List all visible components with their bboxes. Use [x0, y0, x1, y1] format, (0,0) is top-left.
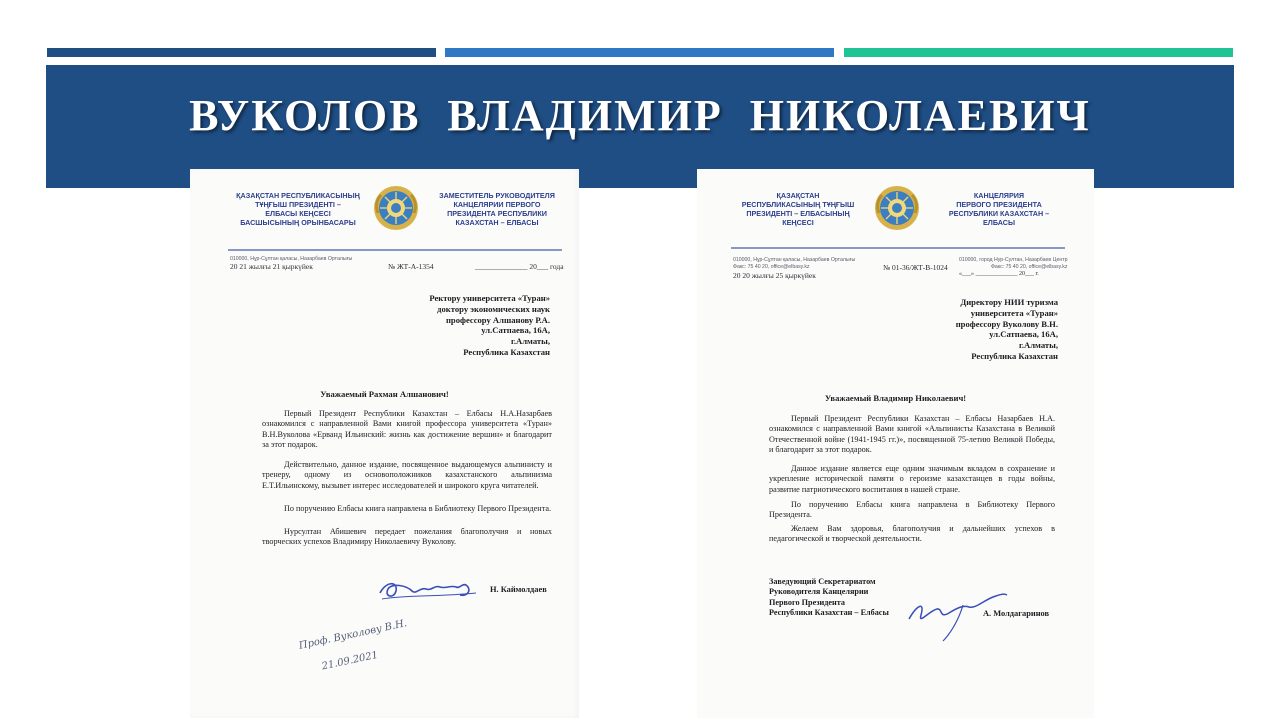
letterhead-right-line: КАНЦЕЛЯРИЯ	[973, 191, 1025, 200]
letterhead-right-line: ПРЕЗИДЕНТА РЕСПУБЛИКИ	[447, 209, 547, 218]
signer-title-line: Заведующий Секретариатом	[769, 577, 876, 586]
addressee-line: г.Алматы,	[1018, 340, 1058, 351]
kazakhstan-emblem-icon	[873, 183, 921, 233]
body-paragraph: По поручению Елбасы книга направлена в Библиотеку Первого Президента.	[769, 500, 1055, 520]
addressee-line: Республика Казахстан	[463, 346, 550, 357]
meta-line: 010000, город Нур-Султан, Назарбаев Центр	[959, 257, 1068, 263]
letterhead-address: 010000, Нұр-Сұлтан қаласы, Назарбаев Орталығы	[230, 256, 353, 262]
letterhead-right-line: РЕСПУБЛИКИ КАЗАХСТАН –	[948, 209, 1050, 218]
meta-line: Факс: 75 40 20, office@elbasy.kz	[733, 263, 810, 270]
body-paragraph: Первый Президент Республики Казахстан – Елбасы Н.А.Назарбаев ознакомился с направленной Вами книгой профессора университета «Туран» В.Н.Вуколова «Ерванд Ильинский: жизнь как достижение вершин» и благодарит за этот подарок.	[262, 409, 552, 449]
addressee-line: ул.Сатпаева, 16А,	[481, 325, 550, 336]
letterhead-right-line: ПЕРВОГО ПРЕЗИДЕНТА	[956, 200, 1042, 209]
letterhead-left-line: ТҰҢҒЫШ ПРЕЗИДЕНТІ –	[255, 200, 341, 209]
handwritten-note-line: Проф. Вуколову В.Н.	[298, 618, 408, 652]
addressee-line: профессору Алшанову Р.А.	[445, 314, 550, 325]
letterhead-left-line: КЕҢСЕСІ	[782, 218, 814, 227]
letterhead-left-line: ПРЕЗИДЕНТІ – ЕЛБАСЫНЫҢ	[746, 209, 850, 218]
addressee-line: профессору Вуколову В.Н.	[955, 318, 1058, 329]
addressee-line: Директору НИИ туризма	[960, 297, 1058, 307]
salutation: Уважаемый Владимир Николаевич!	[824, 393, 967, 403]
salutation: Уважаемый Рахман Алшанович!	[320, 389, 449, 399]
letterhead-right	[929, 191, 1069, 227]
letterhead-left	[218, 191, 378, 227]
letterhead-left-line: ЕЛБАСЫ КЕҢСЕСІ	[265, 209, 331, 218]
letter-scan-1	[190, 169, 579, 718]
letter-scan-2	[697, 169, 1094, 718]
registration-date: ______________ 20___ года	[475, 262, 564, 271]
addressee-line: Республика Казахстан	[971, 350, 1058, 361]
addressee-block	[429, 293, 550, 358]
signer-title-line: Республики Казахстан – Елбасы	[769, 607, 889, 617]
signer-title-line: Первого Президента	[769, 597, 845, 607]
addressee-line: ул.Сатпаева, 16А,	[989, 329, 1058, 340]
signer-title-block	[769, 577, 889, 618]
kazakhstan-emblem-icon	[372, 183, 420, 233]
letterhead-left-line: БАСШЫСЫНЫҢ ОРЫНБАСАРЫ	[240, 218, 356, 227]
letterhead-left-line: ҚАЗАҚСТАН РЕСПУБЛИКАСЫНЫҢ	[236, 191, 360, 200]
meta-line: 010000, Нұр-Сұлтан қаласы, Назарбаев Орталығы	[733, 257, 856, 263]
addressee-line: г.Алматы,	[510, 336, 550, 347]
letterhead-address-left	[733, 257, 855, 270]
letterhead-rule	[228, 249, 562, 251]
accent-stripe-dark	[47, 48, 436, 57]
body-paragraph: Действительно, данное издание, посвященное выдающемуся альпинисту и тренеру, одному из основоположников казахстанского альпинизма Е.Т.Ильинскому, вызывет интерес исследователей и широкого круга читателей.	[262, 460, 552, 490]
accent-stripe-blue	[445, 48, 834, 57]
body-paragraph: Первый Президент Республики Казахстан – Елбасы Назарбаев Н.А. ознакомился с направленной Вами книгой «Альпинисты Казахстана в Великой Отечественной войне (1941-1945 гг.)», посвященной 75-летию Великой Победы, и благодарит за этот подарок.	[769, 414, 1055, 454]
signer-title-line: Руководителя Канцелярии	[769, 587, 869, 597]
signer-name: А. Молдагаринов	[983, 609, 1050, 618]
handwritten-note-line: 21.09.2021	[320, 649, 380, 673]
meta-line: Факс: 75 40 20, office@elbasy.kz	[990, 263, 1068, 270]
accent-stripe-teal	[844, 48, 1233, 57]
registration-date: «___» ______________ 20___ г.	[959, 271, 1039, 277]
letterhead-right	[422, 191, 572, 227]
letterhead-right-line: ЗАМЕСТИТЕЛЬ РУКОВОДИТЕЛЯ	[439, 191, 555, 200]
letterhead-left-line: ҚАЗАҚСТАН	[776, 191, 820, 200]
addressee-line: доктору экономических наук	[437, 303, 550, 314]
letterhead-rule	[731, 247, 1065, 249]
letterhead-address-right	[959, 257, 1067, 270]
letterhead-right-line: КАЗАХСТАН – ЕЛБАСЫ	[455, 218, 539, 227]
handwritten-note	[298, 618, 413, 676]
letter-date: 20 21 жылғы 21 қыркүйек	[230, 262, 313, 271]
registration-number: № ЖТ-А-1354	[388, 262, 434, 271]
registration-number: № 01-36/ЖТ-В-1024	[883, 263, 948, 272]
handwritten-signature	[376, 575, 486, 605]
letterhead-right-line: КАНЦЕЛЯРИИ ПЕРВОГО	[453, 200, 541, 209]
body-paragraph: Данное издание является еще одним значимым вкладом в сохранение и укрепление исторической памяти о героизме казахстанцев в годы войны, развитие патриотического воспитания в нашей стране.	[769, 464, 1055, 494]
slide-title: ВУКОЛОВ ВЛАДИМИР НИКОЛАЕВИЧ	[189, 91, 1091, 140]
body-paragraph: Желаем Вам здоровья, благополучия и дальнейших успехов в педагогической и творческой деятельности.	[769, 524, 1055, 544]
body-paragraph: По поручению Елбасы книга направлена в Библиотеку Первого Президента.	[284, 504, 552, 513]
letterhead-left-line: РЕСПУБЛИКАСЫНЫҢ ТҰҢҒЫШ	[741, 200, 855, 209]
letter-date: 20 20 жылғы 25 қыркүйек	[733, 271, 816, 280]
body-paragraph: Нурсултан Абишевич передает пожелания благополучия и новых творческих успехов Владимиру Николаевичу Вуколову.	[262, 527, 552, 547]
addressee-line: Ректору университета «Туран»	[429, 293, 550, 303]
signer-name: Н. Каймолдаев	[490, 585, 547, 594]
letterhead-left	[723, 191, 873, 227]
addressee-block	[956, 297, 1058, 362]
letterhead-right-line: ЕЛБАСЫ	[983, 218, 1015, 227]
addressee-line: университета «Туран»	[970, 307, 1058, 318]
